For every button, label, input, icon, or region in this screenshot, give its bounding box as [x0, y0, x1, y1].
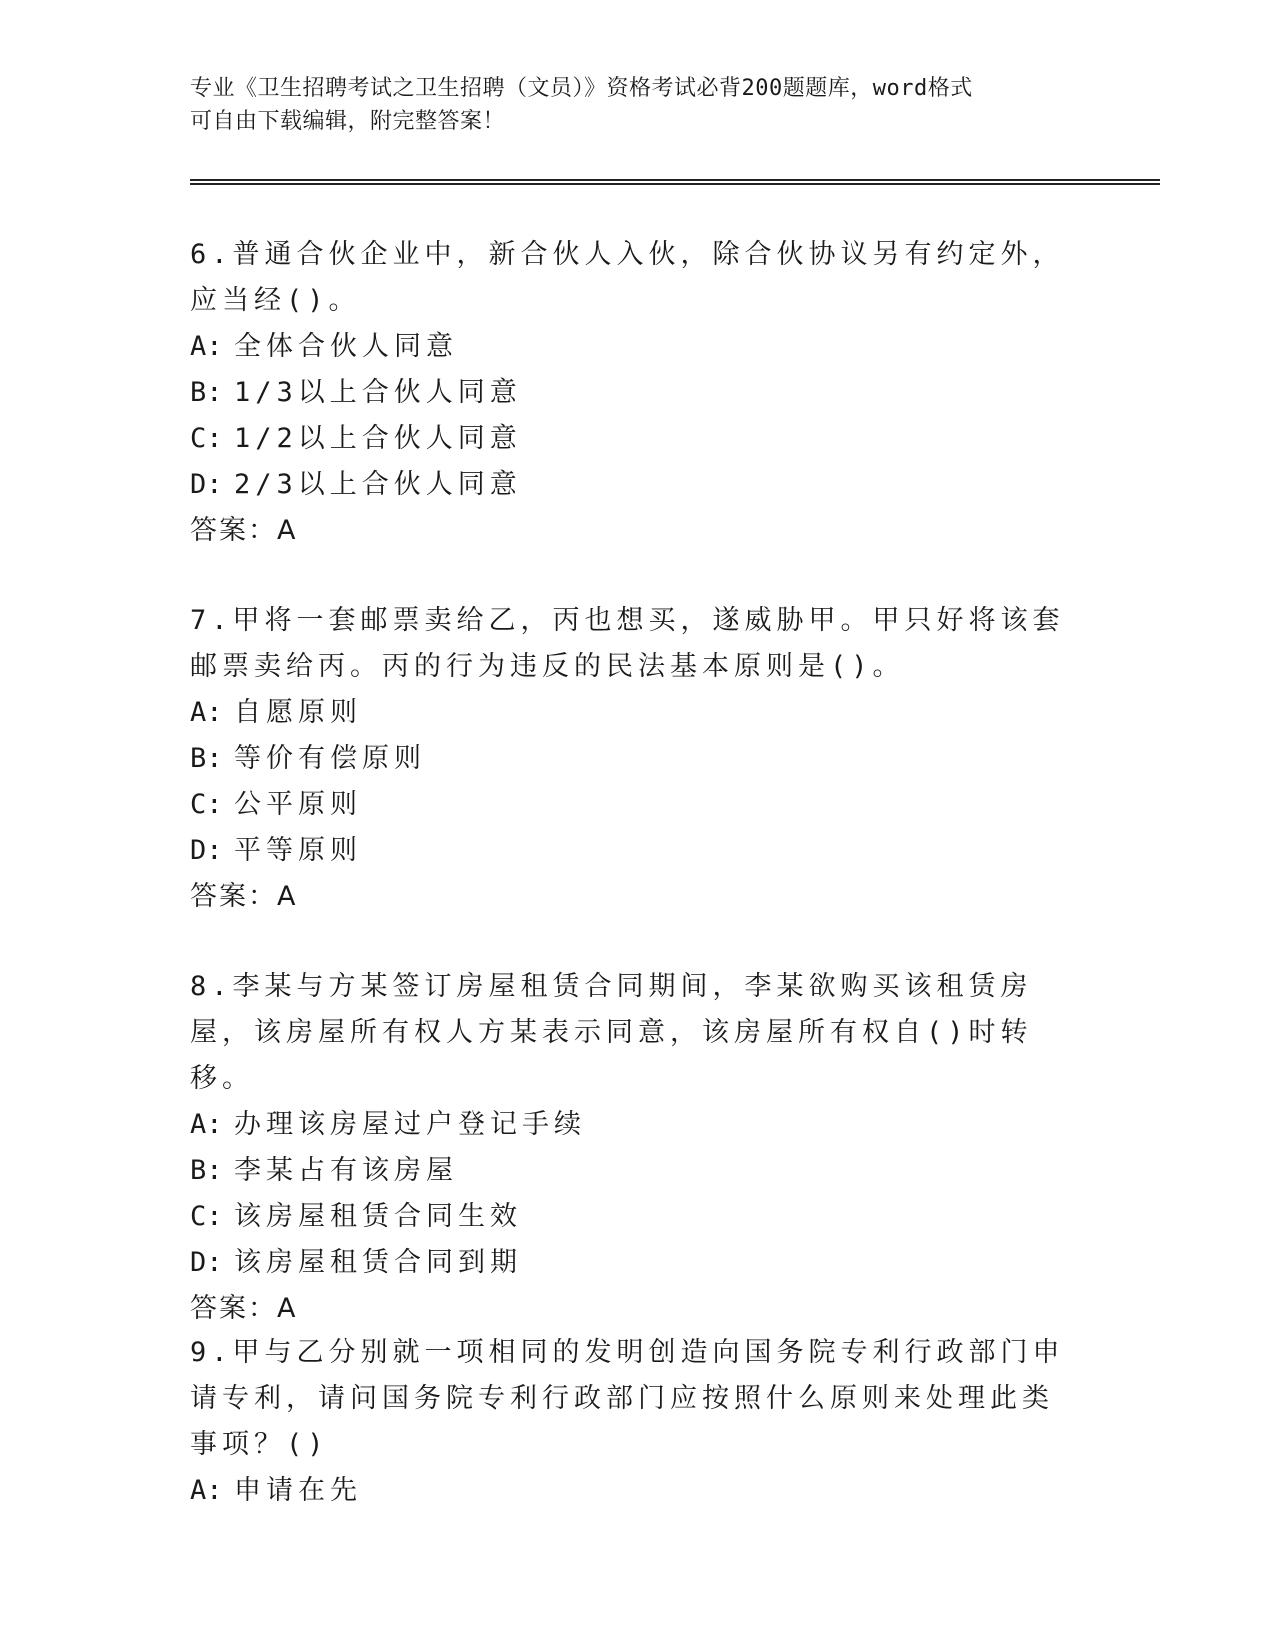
option-a: [190, 1468, 1070, 1514]
option-letter: D:: [190, 1247, 223, 1278]
option-letter: A:: [190, 1475, 223, 1506]
option-text: 自愿原则: [234, 697, 362, 728]
option-c: [190, 416, 1070, 462]
question-stem: 7.甲将一套邮票卖给乙，丙也想买，遂威胁甲。甲只好将该套邮票卖给丙。丙的行为违反的民法基本原则是()。: [190, 605, 1065, 682]
option-letter: D:: [190, 835, 223, 866]
option-b: [190, 370, 1070, 416]
option-letter: A:: [190, 331, 223, 362]
option-text: 李某占有该房屋: [234, 1155, 458, 1186]
option-text: 1/2以上合伙人同意: [234, 423, 522, 454]
answer-line: 答案：A: [190, 515, 298, 546]
option-letter: C:: [190, 789, 223, 820]
option-letter: C:: [190, 1201, 223, 1232]
option-text: 等价有偿原则: [234, 743, 426, 774]
option-text: 申请在先: [234, 1475, 362, 1506]
option-text: 该房屋租赁合同到期: [234, 1247, 522, 1278]
option-text: 2/3以上合伙人同意: [234, 469, 522, 500]
option-letter: B:: [190, 377, 223, 408]
option-letter: B:: [190, 1155, 223, 1186]
header-divider-top: [190, 179, 1160, 181]
header-divider-bottom: [190, 183, 1160, 185]
option-c: [190, 1194, 1070, 1240]
answer-line: 答案：A: [190, 1293, 298, 1324]
option-d: [190, 828, 1070, 874]
option-c: [190, 782, 1070, 828]
option-b: [190, 736, 1070, 782]
document-header-note: [190, 72, 1090, 138]
option-letter: D:: [190, 469, 223, 500]
option-letter: A:: [190, 697, 223, 728]
header-line-2: 可自由下载编辑，附完整答案！: [190, 109, 506, 134]
option-letter: B:: [190, 743, 223, 774]
question-stem: 9.甲与乙分别就一项相同的发明创造向国务院专利行政部门申请专利，请问国务院专利行政部门应按照什么原则来处理此类事项？(): [190, 1337, 1065, 1460]
option-letter: A:: [190, 1109, 223, 1140]
option-a: [190, 1102, 1070, 1148]
option-text: 该房屋租赁合同生效: [234, 1201, 522, 1232]
question-7: [190, 598, 1070, 920]
question-stem: 8.李某与方某签订房屋租赁合同期间，李某欲购买该租赁房屋，该房屋所有权人方某表示同意，该房屋所有权自()时转移。: [190, 971, 1033, 1094]
option-text: 全体合伙人同意: [234, 331, 458, 362]
answer-line: 答案：A: [190, 881, 298, 912]
option-text: 平等原则: [234, 835, 362, 866]
option-d: [190, 462, 1070, 508]
option-a: [190, 324, 1070, 370]
option-letter: C:: [190, 423, 223, 454]
question-6: [190, 232, 1070, 554]
option-text: 办理该房屋过户登记手续: [234, 1109, 586, 1140]
option-a: [190, 690, 1070, 736]
option-b: [190, 1148, 1070, 1194]
header-line-1: 专业《卫生招聘考试之卫生招聘（文员）》资格考试必背200题题库，word格式: [190, 76, 973, 101]
question-stem: 6.普通合伙企业中，新合伙人入伙，除合伙协议另有约定外，应当经()。: [190, 239, 1065, 316]
option-d: [190, 1240, 1070, 1286]
option-text: 1/3以上合伙人同意: [234, 377, 522, 408]
question-9: [190, 1330, 1070, 1514]
option-text: 公平原则: [234, 789, 362, 820]
question-8: [190, 964, 1070, 1332]
